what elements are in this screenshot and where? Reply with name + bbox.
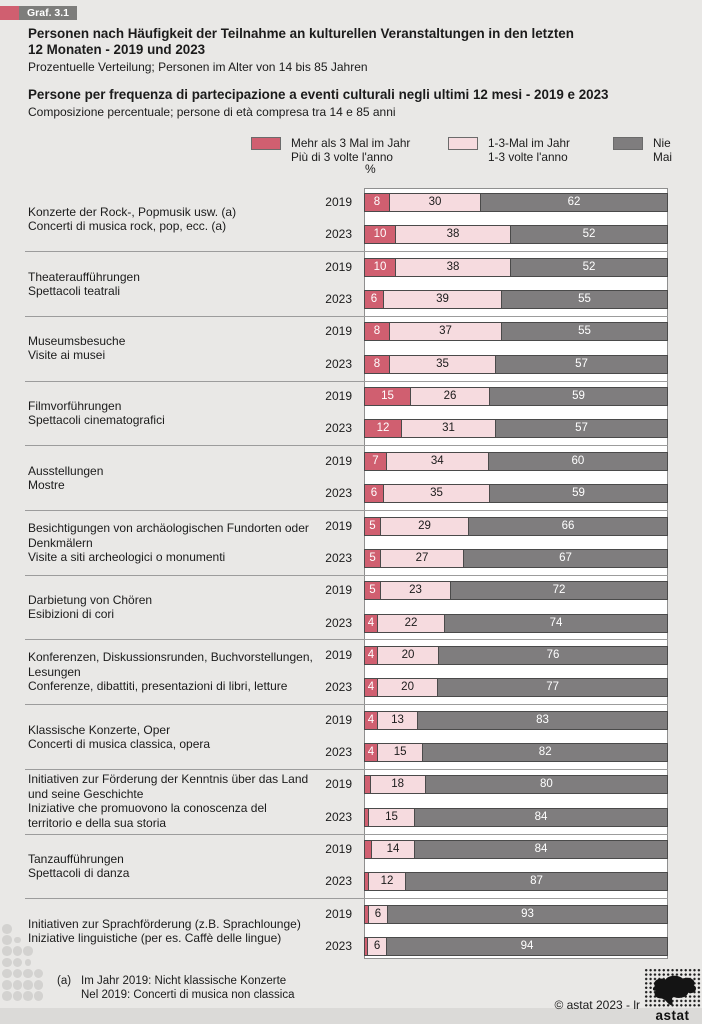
footnote-marker: (a) <box>57 975 72 987</box>
bar-segment-never <box>496 420 667 437</box>
bar-segment-1-3-times <box>384 485 490 502</box>
category-label <box>28 315 314 381</box>
bar-segment-more-than-3 <box>365 226 396 243</box>
bar-value-label: 23 <box>409 584 422 596</box>
bar-value-label: 37 <box>439 325 452 337</box>
bar-value-label: 6 <box>373 940 381 952</box>
decorative-dot <box>2 935 12 945</box>
bar-value-label: 8 <box>373 196 381 208</box>
year-label: 2023 <box>325 227 352 241</box>
decorative-dot <box>14 937 21 944</box>
bar-value-label: 6 <box>370 487 378 499</box>
legend-swatch-red <box>251 137 281 150</box>
bar-segment-1-3-times <box>390 323 502 340</box>
category-label-de: Konzerte der Rock-, Popmusik usw. (a) <box>28 204 237 219</box>
category-label <box>28 768 314 834</box>
year-label: 2019 <box>325 324 352 338</box>
bar-segment-1-3-times <box>381 518 469 535</box>
category-label-de: Darbietung von Chören <box>28 592 153 607</box>
bar-segment-never <box>511 226 667 243</box>
bar-segment-more-than-3 <box>365 485 384 502</box>
bar-segment-more-than-3 <box>365 388 411 405</box>
axis-unit-label: % <box>365 162 376 176</box>
bar-segment-1-3-times <box>402 420 496 437</box>
decorative-dot <box>25 959 32 966</box>
bar-segment-never <box>511 259 667 276</box>
year-label: 2019 <box>325 454 352 468</box>
bar-value-label: 84 <box>534 843 548 855</box>
bar-segment-never <box>490 485 667 502</box>
legend-label-de: Mehr als 3 Mal im Jahr <box>291 136 411 150</box>
bar-value-label: 84 <box>534 811 548 823</box>
bar-segment-never <box>502 323 667 340</box>
footnote <box>57 974 295 1002</box>
graph-number-badge <box>0 6 77 20</box>
bar-row-2023 <box>364 549 668 568</box>
bar-value-label: 8 <box>373 358 381 370</box>
bar-value-label: 38 <box>446 228 460 240</box>
bar-value-label: 4 <box>367 681 375 693</box>
bar-value-label: 57 <box>575 358 588 370</box>
legend-item-more-than-3 <box>251 136 410 164</box>
decorative-dot <box>23 969 33 979</box>
year-label: 2019 <box>325 777 352 791</box>
bar-value-label: 6 <box>370 293 378 305</box>
bar-row-2019 <box>364 322 668 341</box>
decorative-dot <box>2 958 12 968</box>
bar-value-label: 82 <box>538 746 552 758</box>
year-label: 2023 <box>325 421 352 435</box>
bar-value-label: 20 <box>401 681 414 693</box>
bar-value-label: 83 <box>536 714 549 726</box>
bar-segment-1-3-times <box>378 615 445 632</box>
bar-row-2023 <box>364 872 668 891</box>
bar-row-2023 <box>364 290 668 309</box>
year-label: 2019 <box>325 195 352 209</box>
bar-row-2019 <box>364 193 668 212</box>
category-label <box>28 704 314 770</box>
bar-value-label: 8 <box>373 325 381 337</box>
bar-segment-never <box>445 615 667 632</box>
bar-segment-never <box>481 194 667 211</box>
legend-label-1-3-times <box>488 136 570 164</box>
bar-segment-1-3-times <box>378 647 439 664</box>
category-label-it: Conferenze, dibattiti, presentazioni di libri, letture <box>28 679 288 694</box>
bar-value-label: 55 <box>578 293 591 305</box>
bar-value-label: 34 <box>430 455 444 467</box>
decorative-dot <box>34 991 44 1001</box>
bar-segment-never <box>489 453 667 470</box>
year-label: 2019 <box>325 842 352 856</box>
bar-segment-never <box>423 744 667 761</box>
bar-value-label: 29 <box>418 520 431 532</box>
bar-segment-never <box>418 712 667 729</box>
year-label: 2023 <box>325 680 352 694</box>
bar-value-label: 30 <box>428 196 442 208</box>
legend-label-never <box>653 136 672 164</box>
bar-value-label: 57 <box>575 422 588 434</box>
bar-segment-more-than-3 <box>365 518 381 535</box>
decorative-dot <box>34 980 44 990</box>
bar-value-label: 31 <box>442 422 455 434</box>
bar-segment-never <box>415 841 667 858</box>
legend-label-it: 1-3 volte l'anno <box>488 150 568 164</box>
bar-value-label: 35 <box>430 487 443 499</box>
bar-value-label: 74 <box>549 617 563 629</box>
bar-row-2023 <box>364 808 668 827</box>
year-label: 2019 <box>325 713 352 727</box>
decorative-dot <box>2 991 12 1001</box>
category-label-it: Iniziative linguistiche (per es. Caffè delle lingue) <box>28 931 282 945</box>
bar-value-label: 5 <box>369 584 376 596</box>
bar-segment-never <box>406 873 667 890</box>
bar-value-label: 22 <box>404 617 418 629</box>
category-label-it: Iniziative che promuovono la conoscenza del territorio e della sua storia <box>28 801 267 830</box>
badge-label: Graf. 3.1 <box>27 7 70 19</box>
bar-segment-never <box>388 906 667 923</box>
bar-segment-more-than-3 <box>365 647 378 664</box>
bar-segment-more-than-3 <box>365 615 378 632</box>
bar-segment-more-than-3 <box>365 453 387 470</box>
bar-value-label: 26 <box>443 390 457 402</box>
footnote-line-it: Nel 2019: Concerti di musica non classica <box>81 989 295 1001</box>
decorative-dot <box>13 969 23 979</box>
decorative-dot <box>2 924 12 934</box>
footnote-text <box>81 974 295 1002</box>
subtitle-german: Prozentuelle Verteilung; Personen im Alter von 14 bis 85 Jahren <box>28 60 368 74</box>
bar-row-2019 <box>364 775 668 794</box>
bar-value-label: 4 <box>367 617 375 629</box>
bar-row-2019 <box>364 905 668 924</box>
bar-segment-1-3-times <box>369 906 388 923</box>
bar-segment-1-3-times <box>396 226 511 243</box>
bar-segment-more-than-3 <box>365 291 384 308</box>
year-label: 2023 <box>325 551 352 565</box>
bar-row-2023 <box>364 225 668 244</box>
bar-segment-never <box>490 388 667 405</box>
badge-red-block <box>0 6 19 20</box>
legend-item-never <box>613 136 672 164</box>
category-label-it: Spettacoli teatrali <box>28 284 121 298</box>
bar-segment-more-than-3 <box>365 356 390 373</box>
bar-segment-never <box>415 809 667 826</box>
badge-gray-block <box>19 6 77 20</box>
decorative-dot <box>23 980 33 990</box>
category-label-it: Spettacoli cinematografici <box>28 413 165 427</box>
year-label: 2023 <box>325 486 352 500</box>
category-label-de: Klassische Konzerte, Oper <box>28 722 171 737</box>
decorative-dot <box>23 946 33 956</box>
bar-value-label: 7 <box>372 455 379 467</box>
bar-segment-more-than-3 <box>365 259 396 276</box>
bar-segment-1-3-times <box>378 712 418 729</box>
title-german-line2: 12 Monaten - 2019 und 2023 <box>28 42 206 57</box>
category-label <box>28 574 314 640</box>
bar-value-label: 15 <box>393 746 407 758</box>
category-label <box>28 833 314 899</box>
category-label-it: Visite a siti archeologici o monumenti <box>28 550 226 565</box>
bar-value-label: 10 <box>373 261 387 273</box>
bar-segment-never <box>469 518 667 535</box>
astat-logo <box>644 968 701 1024</box>
bar-segment-more-than-3 <box>365 679 378 696</box>
bar-segment-never <box>451 582 667 599</box>
bar-segment-1-3-times <box>372 841 415 858</box>
bar-value-label: 10 <box>373 228 387 240</box>
astat-logo-text: astat <box>655 1008 690 1023</box>
bar-value-label: 94 <box>520 940 534 952</box>
bar-segment-1-3-times <box>384 291 502 308</box>
year-label: 2023 <box>325 745 352 759</box>
category-label-de: Museumsbesuche <box>28 333 126 348</box>
category-label <box>28 510 314 576</box>
bar-segment-1-3-times <box>378 679 438 696</box>
decorative-dot <box>2 969 12 979</box>
category-label-de: Tanzaufführungen <box>28 851 124 866</box>
year-label: 2023 <box>325 616 352 630</box>
bar-value-label: 76 <box>546 649 560 661</box>
title-italian: Persone per frequenza di partecipazione a eventi culturali negli ultimi 12 mesi - 2019 e 2023 <box>28 87 609 102</box>
bar-value-label: 66 <box>561 520 575 532</box>
legend-label-more-than-3 <box>291 136 410 164</box>
bar-segment-1-3-times <box>387 453 489 470</box>
bar-value-label: 12 <box>380 875 394 887</box>
bar-value-label: 15 <box>381 390 394 402</box>
bar-value-label: 12 <box>376 422 390 434</box>
bar-segment-1-3-times <box>378 744 424 761</box>
bar-value-label: 52 <box>582 228 596 240</box>
bar-value-label: 80 <box>539 778 553 790</box>
bar-value-label: 4 <box>367 714 375 726</box>
category-label-de: Besichtigungen von archäologischen Fundorten oder Denkmälern <box>28 521 309 550</box>
bar-segment-never <box>439 647 667 664</box>
decorative-dot <box>13 946 23 956</box>
category-label-it: Esibizioni di cori <box>28 607 115 621</box>
category-label <box>28 445 314 511</box>
bar-value-label: 4 <box>367 746 375 758</box>
legend-label-it: Mai <box>653 150 673 164</box>
decorative-dot <box>2 946 12 956</box>
bar-segment-1-3-times <box>369 873 406 890</box>
bar-value-label: 14 <box>386 843 400 855</box>
category-label-de: Initiativen zur Förderung der Kenntnis über das Land und seine Geschichte <box>28 772 309 801</box>
bar-value-label: 4 <box>367 649 375 661</box>
category-label-de: Theateraufführungen <box>28 269 140 284</box>
bar-segment-never <box>438 679 667 696</box>
bar-row-2019 <box>364 452 668 471</box>
bar-segment-1-3-times <box>411 388 490 405</box>
bar-row-2023 <box>364 678 668 697</box>
bar-segment-more-than-3 <box>365 550 381 567</box>
decorative-dot <box>34 969 44 979</box>
bar-value-label: 62 <box>567 196 581 208</box>
astat-logo-map-icon <box>644 970 701 1008</box>
legend-label-de: Nie <box>653 136 671 150</box>
year-label: 2019 <box>325 519 352 533</box>
bar-value-label: 15 <box>385 811 398 823</box>
category-label-it: Mostre <box>28 478 65 492</box>
category-label <box>28 639 314 705</box>
bar-segment-more-than-3 <box>365 323 390 340</box>
bar-segment-more-than-3 <box>365 712 378 729</box>
bar-segment-1-3-times <box>371 776 426 793</box>
bar-row-2023 <box>364 937 668 956</box>
category-label-it: Spettacoli di danza <box>28 866 130 880</box>
bar-value-label: 93 <box>521 908 534 920</box>
category-label-de: Filmvorführungen <box>28 398 122 413</box>
bar-value-label: 59 <box>572 487 585 499</box>
bar-segment-never <box>387 938 667 955</box>
bar-value-label: 6 <box>374 908 382 920</box>
category-label <box>28 380 314 446</box>
bar-row-2023 <box>364 355 668 374</box>
bar-value-label: 87 <box>530 875 543 887</box>
bar-value-label: 38 <box>446 261 460 273</box>
bar-segment-never <box>426 776 667 793</box>
year-label: 2019 <box>325 907 352 921</box>
decorative-dot <box>13 958 23 968</box>
year-label: 2019 <box>325 648 352 662</box>
year-label: 2023 <box>325 357 352 371</box>
bar-value-label: 67 <box>559 552 572 564</box>
bar-row-2019 <box>364 517 668 536</box>
bar-segment-more-than-3 <box>365 841 372 858</box>
title-german-line1: Personen nach Häufigkeit der Teilnahme an kulturellen Veranstaltungen in den letzten <box>28 26 574 41</box>
category-label-it: Concerti di musica classica, opera <box>28 737 211 751</box>
copyright-text: © astat 2023 - lr <box>554 998 640 1012</box>
year-label: 2023 <box>325 939 352 953</box>
bar-value-label: 52 <box>582 261 596 273</box>
category-label-de: Initiativen zur Sprachförderung (z.B. Sprachlounge) <box>28 916 301 931</box>
bar-segment-1-3-times <box>396 259 511 276</box>
bar-segment-never <box>502 291 667 308</box>
category-label-it: Visite ai musei <box>28 348 106 362</box>
bar-row-2023 <box>364 614 668 633</box>
bar-row-2019 <box>364 711 668 730</box>
bar-segment-1-3-times <box>381 550 464 567</box>
bar-value-label: 39 <box>436 293 449 305</box>
bar-row-2023 <box>364 419 668 438</box>
legend-item-1-3-times <box>448 136 570 164</box>
bar-segment-1-3-times <box>390 194 481 211</box>
footnote-line-de: Im Jahr 2019: Nicht klassische Konzerte <box>81 975 287 987</box>
subtitle-italian: Composizione percentuale; persone di età compresa tra 14 e 85 anni <box>28 105 396 119</box>
year-label: 2019 <box>325 260 352 274</box>
bar-row-2019 <box>364 258 668 277</box>
bar-row-2019 <box>364 840 668 859</box>
bar-segment-more-than-3 <box>365 582 381 599</box>
bar-row-2019 <box>364 581 668 600</box>
bar-segment-1-3-times <box>369 809 415 826</box>
bar-value-label: 5 <box>369 520 376 532</box>
year-label: 2019 <box>325 389 352 403</box>
bar-row-2023 <box>364 484 668 503</box>
bar-value-label: 5 <box>369 552 376 564</box>
year-label: 2023 <box>325 810 352 824</box>
category-label-de: Konferenzen, Diskussionsrunden, Buchvorstellungen, Lesungen <box>28 650 313 679</box>
bar-value-label: 77 <box>546 681 560 693</box>
year-label: 2023 <box>325 874 352 888</box>
bar-segment-never <box>464 550 667 567</box>
title-block <box>28 26 688 120</box>
decorative-dot <box>13 991 23 1001</box>
bar-value-label: 55 <box>578 325 591 337</box>
bar-value-label: 60 <box>571 455 585 467</box>
decorative-dot <box>23 991 33 1001</box>
bar-row-2019 <box>364 387 668 406</box>
bar-value-label: 72 <box>552 584 566 596</box>
legend-label-de: 1-3-Mal im Jahr <box>488 136 570 150</box>
decorative-dot <box>2 980 12 990</box>
category-label <box>28 186 314 252</box>
bar-segment-more-than-3 <box>365 194 390 211</box>
bar-value-label: 35 <box>436 358 449 370</box>
category-label-de: Ausstellungen <box>28 463 104 478</box>
bar-segment-more-than-3 <box>365 420 402 437</box>
bar-value-label: 13 <box>391 714 404 726</box>
bar-value-label: 59 <box>572 390 585 402</box>
category-label <box>28 898 314 964</box>
bar-segment-1-3-times <box>368 938 387 955</box>
bar-value-label: 20 <box>401 649 415 661</box>
category-label <box>28 251 314 317</box>
bar-segment-never <box>496 356 667 373</box>
category-label-it: Concerti di musica rock, pop, ecc. (a) <box>28 219 227 233</box>
bar-row-2023 <box>364 743 668 762</box>
year-label: 2023 <box>325 292 352 306</box>
bar-segment-1-3-times <box>381 582 451 599</box>
bar-value-label: 18 <box>391 778 405 790</box>
year-label: 2019 <box>325 583 352 597</box>
legend-swatch-gray <box>613 137 643 150</box>
legend-swatch-pink <box>448 137 478 150</box>
legend-label-it: Più di 3 volte l'anno <box>291 150 393 164</box>
bar-value-label: 27 <box>415 552 429 564</box>
bar-row-2019 <box>364 646 668 665</box>
bar-segment-more-than-3 <box>365 744 378 761</box>
decorative-dot <box>13 980 23 990</box>
bar-segment-1-3-times <box>390 356 496 373</box>
